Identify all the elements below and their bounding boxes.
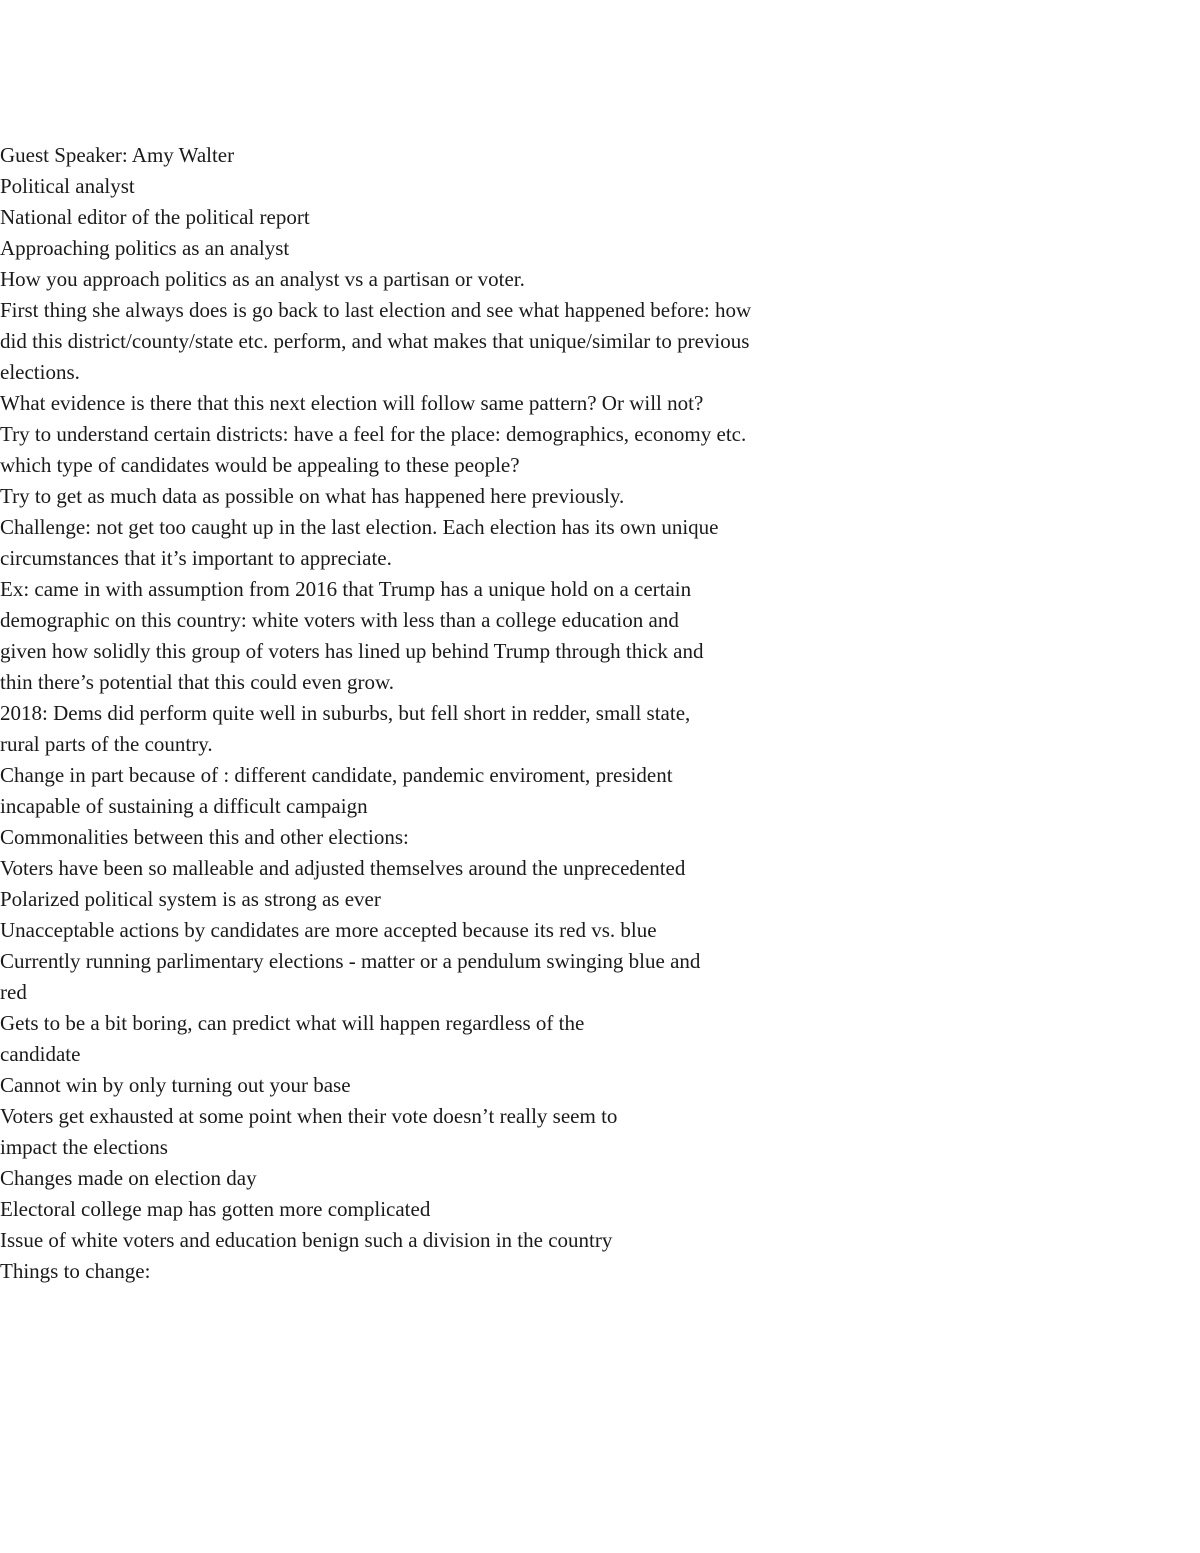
list-item	[0, 1194, 710, 1256]
list-item-text: Polarized political system is as strong as ever	[0, 887, 381, 911]
list-item	[0, 388, 780, 419]
outline-list	[0, 140, 1200, 1287]
list-item-text: Things to change:	[0, 1259, 151, 1283]
list-item	[0, 853, 710, 884]
list-item	[0, 698, 710, 760]
list-item-text: How you approach politics as an analyst vs a partisan or voter.	[0, 267, 525, 291]
list-item	[0, 1101, 640, 1163]
list-item-approach	[0, 233, 850, 1287]
list-item	[0, 760, 710, 822]
list-item	[0, 915, 710, 946]
list-item-text: 2018: Dems did perform quite well in suburbs, but fell short in redder, small state, rural parts of the country.	[0, 701, 691, 756]
list-item	[0, 202, 780, 233]
list-item	[0, 1256, 710, 1287]
list-item-text: Voters have been so malleable and adjusted themselves around the unprecedented	[0, 856, 686, 880]
list-item	[0, 295, 780, 388]
list-item-guest-speaker	[0, 140, 850, 233]
list-item-text: Change in part because of : different candidate, pandemic enviroment, president incapable of sustaining a difficult campaign	[0, 763, 673, 818]
list-item	[0, 884, 710, 915]
list-item-text: Issue of white voters and education benign such a division in the country	[0, 1228, 613, 1252]
list-item-text: Try to understand certain districts: have a feel for the place: demographics, economy etc. which type of candidates would be appealing to these people?	[0, 422, 747, 477]
list-item-challenge	[0, 512, 780, 822]
list-item-text: Political analyst	[0, 174, 135, 198]
list-item-commonalities	[0, 822, 780, 1163]
list-item	[0, 946, 710, 1163]
list-item	[0, 171, 780, 202]
notes-page	[0, 140, 1200, 1287]
list-item	[0, 574, 710, 698]
list-item-text: Gets to be a bit boring, can predict what will happen regardless of the candidate	[0, 1011, 585, 1066]
list-item-text: National editor of the political report	[0, 205, 310, 229]
list-item-text: Commonalities between this and other elections:	[0, 825, 409, 849]
list-item-text: Cannot win by only turning out your base	[0, 1073, 351, 1097]
list-item	[0, 264, 780, 295]
list-item	[0, 1070, 640, 1101]
list-item-text: Challenge: not get too caught up in the last election. Each election has its own unique circumstances that it’s important to appreciate.	[0, 515, 719, 570]
list-item-text: Ex: came in with assumption from 2016 that Trump has a unique hold on a certain demographic on this country: white voters with less than a college education and given how solidly this group of voters has lined up behind Trump through thick and thin there’s potential that this could even grow.	[0, 577, 704, 694]
list-item-text: Voters get exhausted at some point when their vote doesn’t really seem to impact the elections	[0, 1104, 618, 1159]
list-item-text: What evidence is there that this next election will follow same pattern? Or will not?	[0, 391, 704, 415]
list-item-text: Changes made on election day	[0, 1166, 257, 1190]
list-item-text: Guest Speaker: Amy Walter	[0, 143, 235, 167]
list-item	[0, 481, 780, 512]
list-item	[0, 1008, 640, 1070]
list-item-text: Electoral college map has gotten more complicated	[0, 1197, 431, 1221]
list-item-text: Unacceptable actions by candidates are more accepted because its red vs. blue	[0, 918, 657, 942]
list-item-text: First thing she always does is go back to last election and see what happened before: how did this district/county/state etc. perform, and what makes that unique/similar to previous elections.	[0, 298, 752, 384]
list-item-election-day	[0, 1163, 780, 1287]
list-item	[0, 1225, 640, 1256]
list-item	[0, 419, 780, 481]
list-item-text: Currently running parlimentary elections - matter or a pendulum swinging blue and red	[0, 949, 701, 1004]
list-item-text: Try to get as much data as possible on what has happened here previously.	[0, 484, 625, 508]
list-item-text: Approaching politics as an analyst	[0, 236, 290, 260]
